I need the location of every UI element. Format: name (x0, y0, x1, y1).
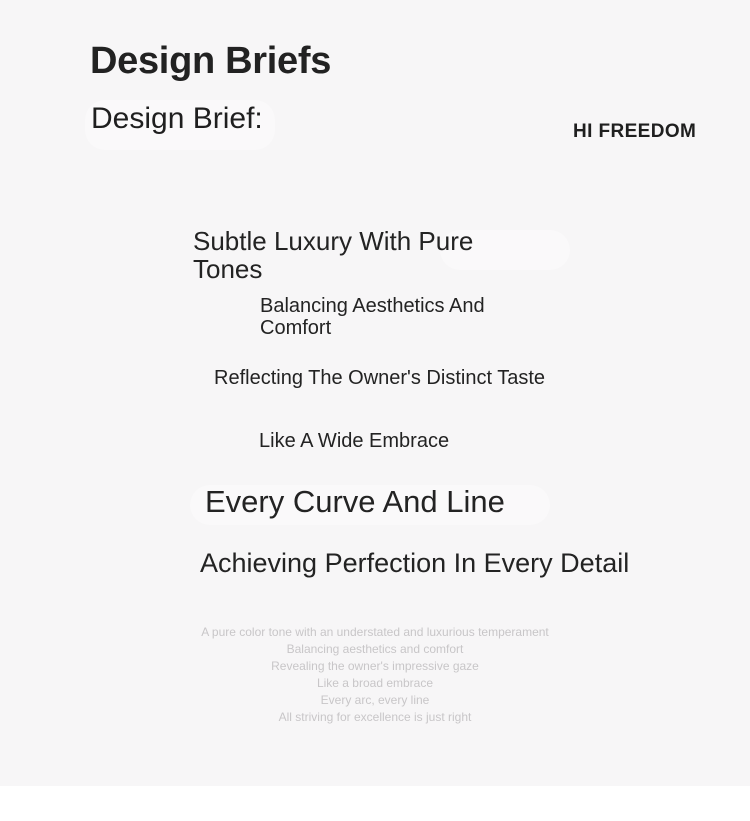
description-line: Balancing aesthetics and comfort (286, 642, 464, 656)
phrase-pure-tones: Subtle Luxury With Pure Tones (193, 226, 474, 284)
description-line: Revealing the owner's impressive gaze (271, 659, 479, 673)
brand-label: HI FREEDOM (573, 121, 697, 142)
phrase-aesthetics-comfort: Balancing Aesthetics And Comfort (260, 295, 485, 339)
description-line: A pure color tone with an understated and luxurious temperament (201, 625, 549, 639)
section-title: Design Brief: (91, 102, 263, 135)
phrase-perfection: Achieving Perfection In Every Detail (200, 548, 630, 578)
phrase-owner-taste: Reflecting The Owner's Distinct Taste (214, 367, 545, 389)
phrase-wide-embrace: Like A Wide Embrace (259, 430, 450, 452)
description-line: Every arc, every line (320, 693, 430, 707)
description-line: All striving for excellence is just right (278, 710, 472, 724)
phrase-curve-line: Every Curve And Line (205, 484, 505, 519)
page-title: Design Briefs (90, 40, 332, 82)
description-block (0, 624, 750, 726)
description-line: Like a broad embrace (316, 676, 434, 690)
